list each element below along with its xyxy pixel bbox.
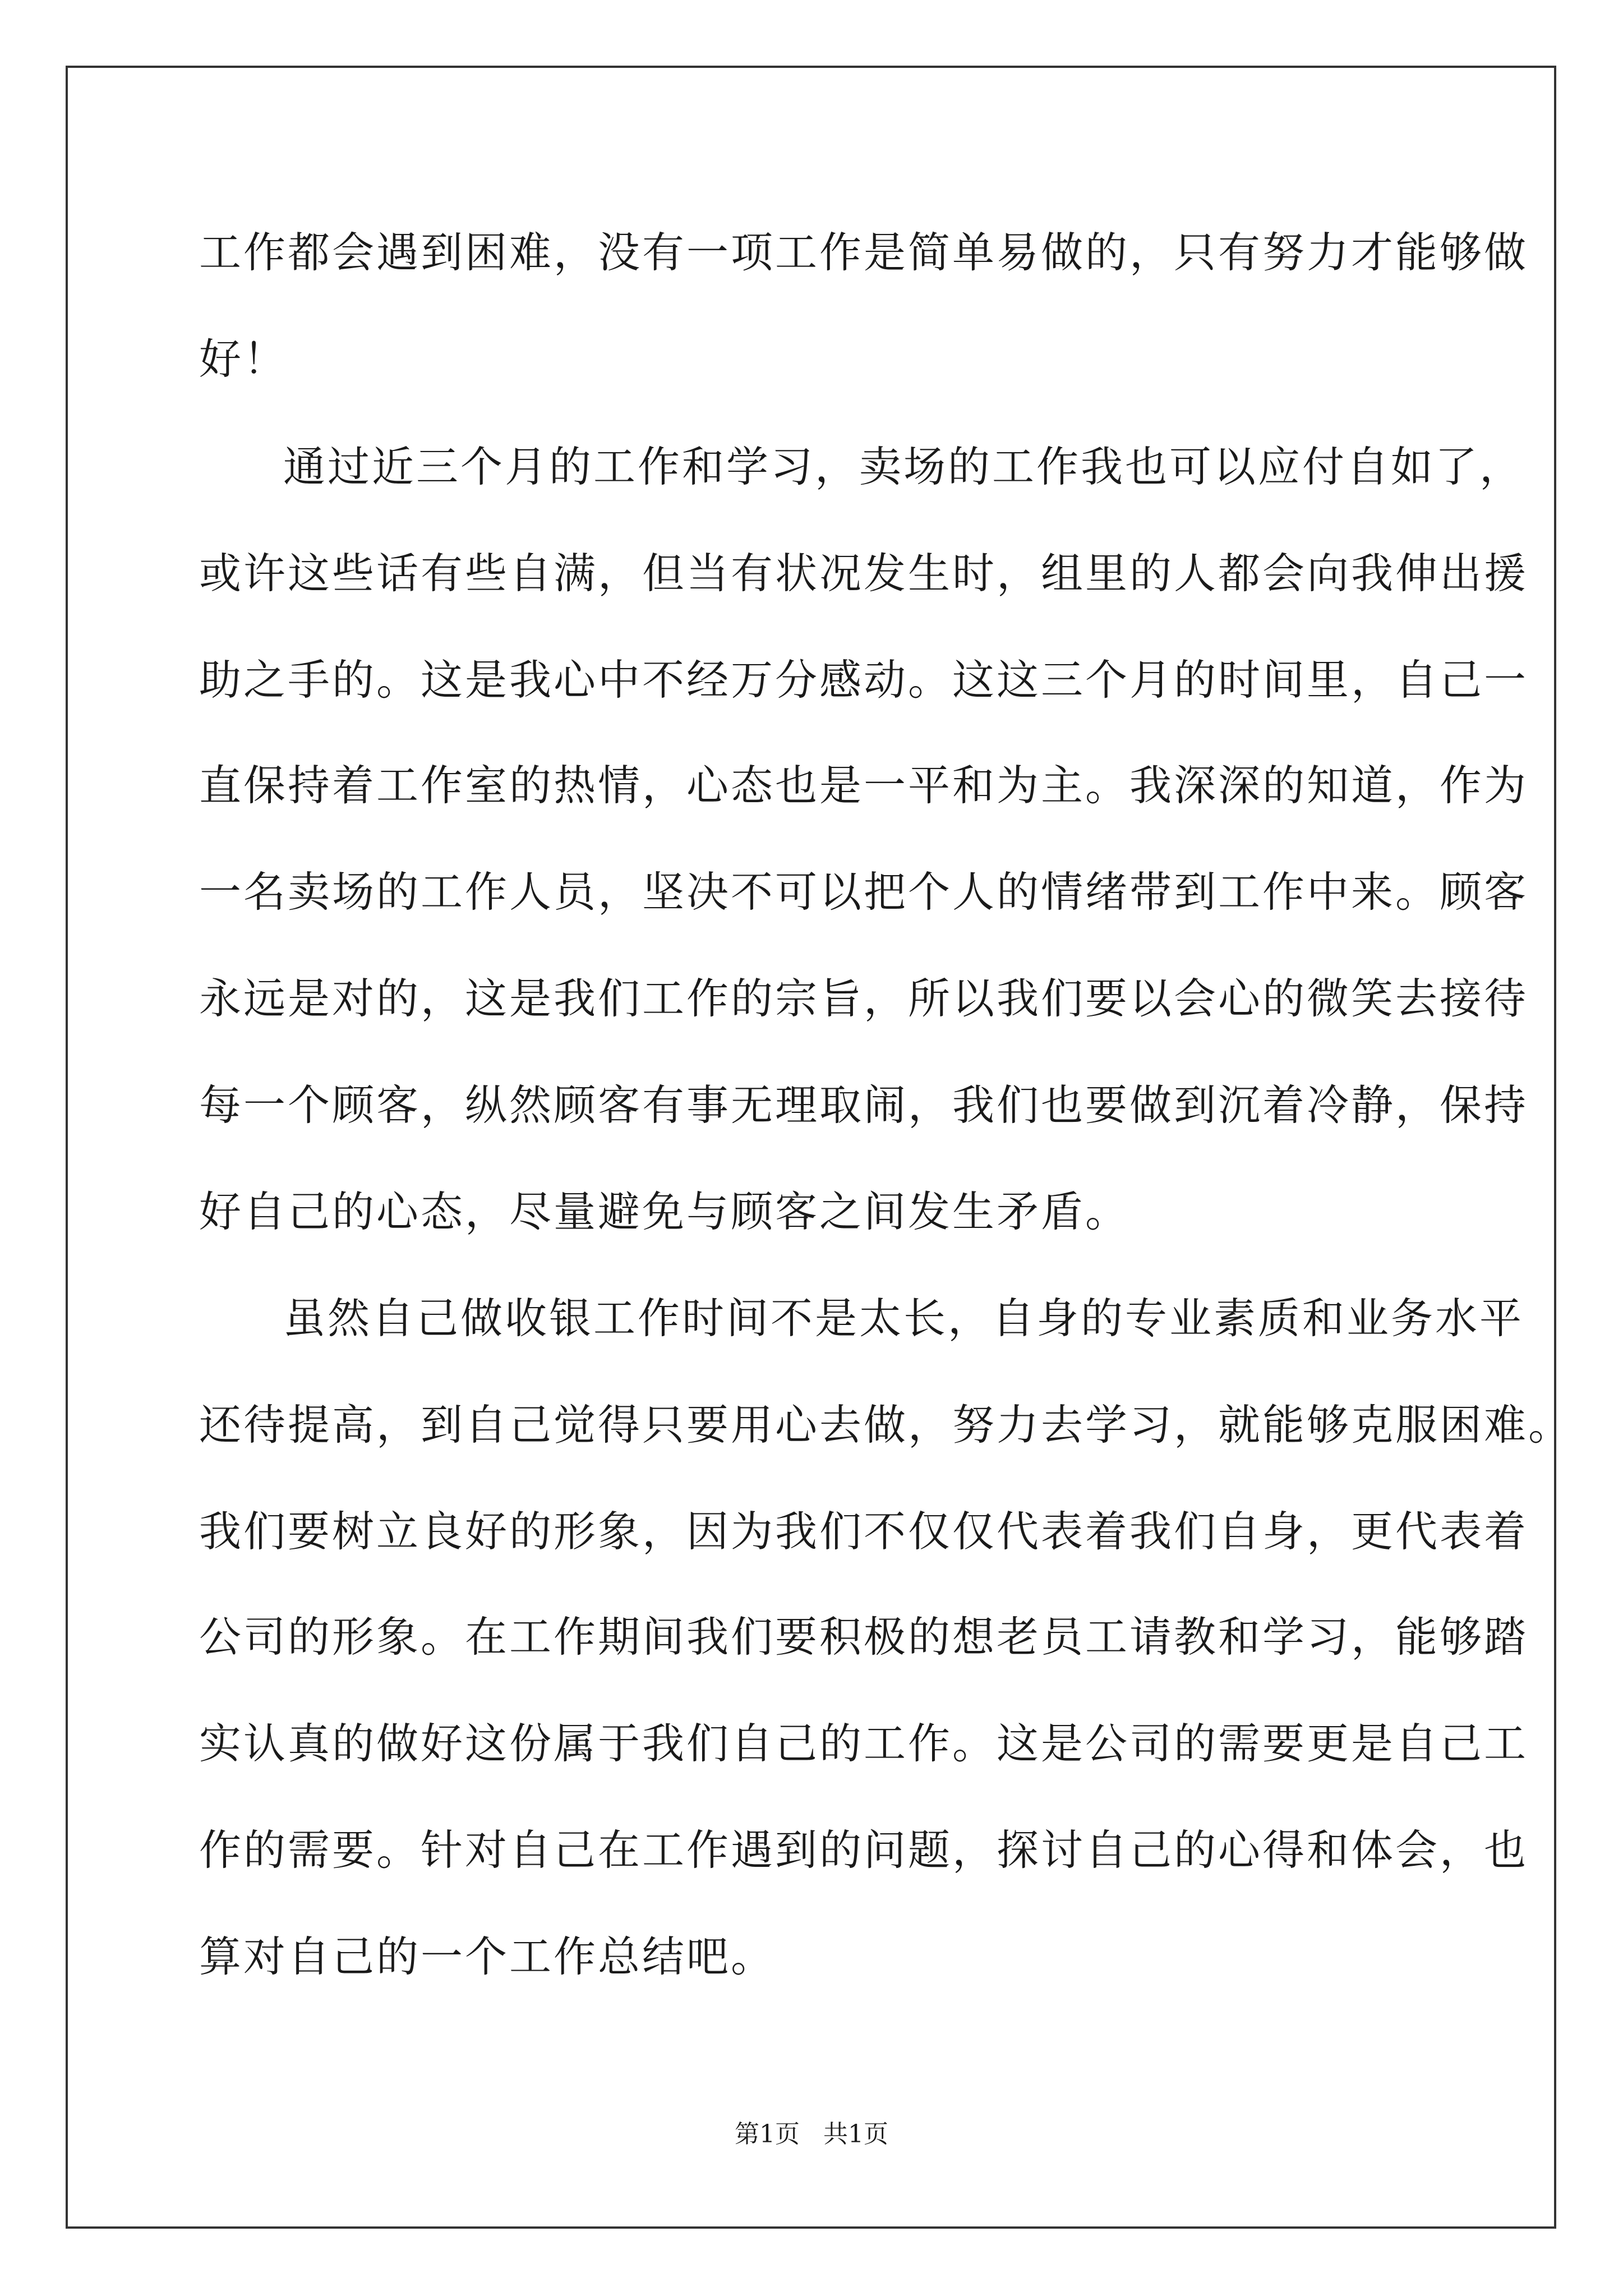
text-line: 通过近三个月的工作和学习，卖场的工作我也可以应付自如了，: [283, 442, 1524, 491]
text-line: 算对自己的一个工作总结吧。: [199, 1932, 776, 1981]
text-line: 实认真的做好这份属于我们自己的工作。这是公司的需要更是自己工: [199, 1719, 1529, 1768]
text-line: 一名卖场的工作人员，坚决不可以把个人的情绪带到工作中来。顾客: [199, 867, 1529, 917]
text-line: 助之手的。这是我心中不经万分感动。这这三个月的时间里，自己一: [199, 655, 1529, 705]
text-line: 工作都会遇到困难，没有一项工作是简单易做的，只有努力才能够做: [199, 228, 1529, 277]
text-line: 直保持着工作室的热情，心态也是一平和为主。我深深的知道，作为: [199, 761, 1529, 810]
page-number-footer: 第1页 共1页: [735, 2120, 888, 2148]
text-line: 公司的形象。在工作期间我们要积极的想老员工请教和学习，能够踏: [199, 1612, 1529, 1662]
text-line: 永远是对的，这是我们工作的宗旨，所以我们要以会心的微笑去接待: [199, 974, 1529, 1023]
text-line: 我们要树立良好的形象，因为我们不仅仅代表着我们自身，更代表着: [199, 1507, 1529, 1556]
text-line: 好！: [199, 334, 288, 384]
text-line: 虽然自己做收银工作时间不是太长，自身的专业素质和业务水平: [283, 1294, 1524, 1343]
text-line: 好自己的心态，尽量避免与顾客之间发生矛盾。: [199, 1187, 1130, 1236]
text-line: 每一个顾客，纵然顾客有事无理取闹，我们也要做到沉着冷静，保持: [199, 1080, 1529, 1130]
page-border: [66, 66, 1556, 2229]
text-line: 或许这些话有些自满，但当有状况发生时，组里的人都会向我伸出援: [199, 549, 1529, 598]
text-line: 还待提高，到自己觉得只要用心去做，努力去学习，就能够克服困难。: [199, 1400, 1573, 1450]
text-line: 作的需要。针对自己在工作遇到的问题，探讨自己的心得和体会，也: [199, 1825, 1529, 1875]
